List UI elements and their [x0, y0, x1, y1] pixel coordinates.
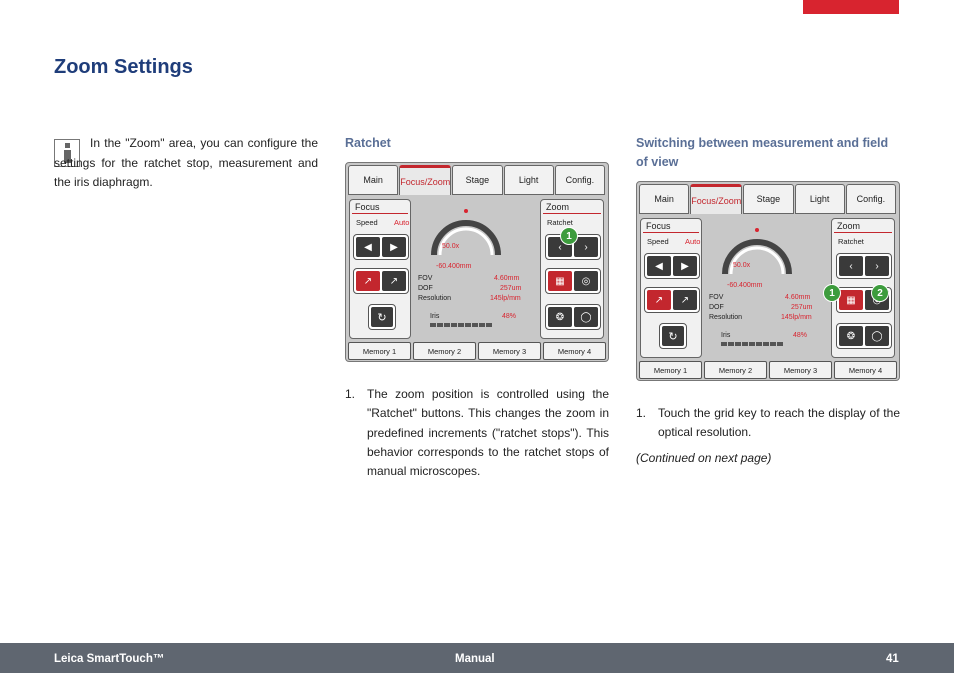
iris-buttons	[545, 304, 601, 330]
focus-fine-icon[interactable]: ↗	[673, 290, 697, 310]
tab-stage[interactable]: Stage	[743, 184, 793, 214]
zoom-value: 50.0x	[442, 243, 460, 250]
focus-reset-button[interactable]	[368, 304, 396, 330]
speed-label: Speed	[356, 218, 378, 227]
arrow-left-icon[interactable]: ◀	[647, 256, 671, 276]
grid-icon[interactable]: ▦	[548, 271, 572, 291]
resolution-value: 145lp/mm	[490, 295, 521, 302]
dof-label: DOF	[418, 285, 433, 292]
memory-buttons	[348, 342, 606, 360]
grid-icon[interactable]: ▦	[839, 290, 863, 310]
refresh-icon: ↻	[371, 307, 393, 327]
screen-tabs	[348, 165, 606, 195]
tab-light[interactable]: Light	[795, 184, 845, 214]
measurement-heading: Switching between measurement and field of view	[636, 136, 889, 169]
target-icon[interactable]: ◎	[574, 271, 598, 291]
memory-2-button[interactable]: Memory 2	[704, 361, 767, 379]
fov-value: 4.60mm	[494, 275, 520, 282]
iris-slider[interactable]	[721, 342, 783, 346]
iris-close-icon[interactable]: ❂	[548, 307, 572, 327]
focus-fine-icon[interactable]: ↗	[382, 271, 406, 291]
focus-mode-buttons	[644, 287, 700, 313]
footer-doc: Manual	[455, 653, 495, 665]
page-footer	[0, 643, 954, 673]
resolution-label: Resolution	[709, 314, 743, 321]
zoom-title: Zoom	[837, 221, 861, 231]
continued-note: (Continued on next page)	[636, 451, 772, 465]
speed-value: Auto	[394, 218, 410, 227]
arrow-left-icon[interactable]: ◀	[356, 237, 380, 257]
memory-buttons	[639, 361, 897, 379]
tab-light[interactable]: Light	[504, 165, 554, 195]
zoom-title: Zoom	[546, 202, 570, 212]
fov-value: 4.60mm	[785, 294, 811, 301]
step-number: 1.	[636, 406, 647, 420]
chevron-left-icon[interactable]: ‹	[839, 256, 863, 276]
resolution-label: Resolution	[418, 295, 452, 302]
screen-tabs	[639, 184, 897, 214]
intro-text: In the "Zoom" area, you can configure the settings for the ratchet stop, measurement and the iris diaphragm.	[54, 136, 318, 189]
focus-coarse-icon[interactable]: ↗	[356, 271, 380, 291]
dof-value: 257um	[500, 285, 522, 292]
speed-value: Auto	[685, 237, 701, 246]
resolution-value: 145lp/mm	[781, 314, 812, 321]
focus-panel	[349, 199, 411, 339]
chevron-right-icon[interactable]: ›	[574, 237, 598, 257]
ratchet-buttons	[836, 253, 892, 279]
iris-buttons	[836, 323, 892, 349]
tab-stage[interactable]: Stage	[452, 165, 502, 195]
ratchet-heading: Ratchet	[345, 136, 391, 150]
ratchet-step	[345, 385, 609, 481]
focus-coarse-icon[interactable]: ↗	[647, 290, 671, 310]
memory-4-button[interactable]: Memory 4	[543, 342, 606, 360]
iris-close-icon[interactable]: ❂	[839, 326, 863, 346]
memory-1-button[interactable]: Memory 1	[639, 361, 702, 379]
touchscreen-measurement	[636, 181, 900, 381]
touchscreen-ratchet	[345, 162, 609, 362]
measure-fov-buttons	[545, 268, 601, 294]
iris-open-icon[interactable]: ◯	[574, 307, 598, 327]
iris-label: Iris	[430, 313, 440, 320]
tab-focus-zoom[interactable]: Focus/Zoom	[399, 165, 451, 195]
chevron-right-icon[interactable]: ›	[865, 256, 889, 276]
zoom-gauge-icon	[426, 203, 506, 259]
focus-title: Focus	[355, 202, 380, 212]
dof-value: 257um	[791, 304, 813, 311]
speed-label: Speed	[647, 237, 669, 246]
memory-1-button[interactable]: Memory 1	[348, 342, 411, 360]
tab-main[interactable]: Main	[639, 184, 689, 214]
focus-title: Focus	[646, 221, 671, 231]
step-text: Touch the grid key to reach the display of the optical resolution.	[658, 406, 900, 440]
fov-label: FOV	[709, 294, 724, 301]
page-title: Zoom Settings	[54, 56, 193, 78]
step-number: 1.	[345, 387, 356, 401]
focus-arrow-buttons	[644, 253, 700, 279]
position-value: -60.400mm	[727, 282, 763, 289]
focus-reset-button[interactable]	[659, 323, 687, 349]
position-value: -60.400mm	[436, 263, 472, 270]
zoom-display	[416, 199, 536, 339]
zoom-panel	[540, 199, 604, 339]
ratchet-label: Ratchet	[838, 237, 864, 246]
memory-3-button[interactable]: Memory 3	[769, 361, 832, 379]
arrow-right-icon[interactable]: ▶	[382, 237, 406, 257]
memory-3-button[interactable]: Memory 3	[478, 342, 541, 360]
chevron-left-icon[interactable]: ‹	[548, 237, 572, 257]
tab-config[interactable]: Config.	[555, 165, 605, 195]
footer-page-number: 41	[886, 653, 899, 665]
step-text: The zoom position is controlled using the "Ratchet" buttons. This changes the zoom in predefined increments ("ratchet stops"). This behavior corresponds to the ratchet stops of manual microscopes.	[367, 387, 609, 479]
footer-product: Leica SmartTouch™	[54, 653, 165, 665]
focus-mode-buttons	[353, 268, 409, 294]
memory-4-button[interactable]: Memory 4	[834, 361, 897, 379]
fov-label: FOV	[418, 275, 433, 282]
tab-config[interactable]: Config.	[846, 184, 896, 214]
iris-slider[interactable]	[430, 323, 492, 327]
callout-1: 1	[823, 284, 841, 302]
ratchet-label: Ratchet	[547, 218, 573, 227]
callout-2: 2	[871, 284, 889, 302]
iris-value: 48%	[793, 332, 808, 339]
arrow-right-icon[interactable]: ▶	[673, 256, 697, 276]
header-accent-bar	[803, 0, 899, 14]
focus-panel	[640, 218, 702, 358]
zoom-display	[707, 218, 827, 358]
zoom-gauge-icon	[717, 222, 797, 278]
focus-arrow-buttons	[353, 234, 409, 260]
dof-label: DOF	[709, 304, 724, 311]
measurement-step	[636, 404, 900, 443]
tab-focus-zoom[interactable]: Focus/Zoom	[690, 184, 742, 214]
callout-1: 1	[560, 227, 578, 245]
iris-label: Iris	[721, 332, 731, 339]
refresh-icon: ↻	[662, 326, 684, 346]
iris-value: 48%	[502, 313, 517, 320]
zoom-value: 50.0x	[733, 262, 751, 269]
memory-2-button[interactable]: Memory 2	[413, 342, 476, 360]
tab-main[interactable]: Main	[348, 165, 398, 195]
iris-open-icon[interactable]: ◯	[865, 326, 889, 346]
